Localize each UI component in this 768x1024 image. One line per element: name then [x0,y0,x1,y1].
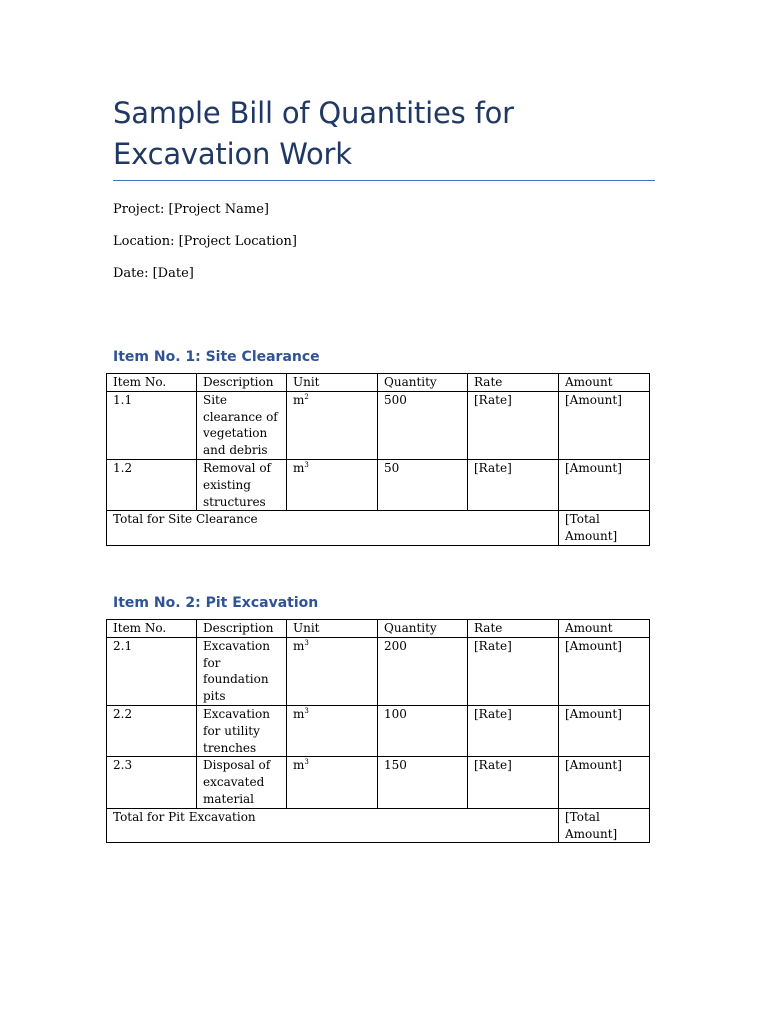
column-header-unit: Unit [287,620,378,638]
quantity-cell: 500 [378,391,468,459]
total-label-cell: Total for Pit Excavation [107,808,559,843]
unit-base: m [293,460,305,475]
description-cell: Excavation for utility trenches [197,705,287,756]
amount-cell: [Amount] [559,757,650,808]
column-header-rate: Rate [468,374,559,392]
quantity-cell: 200 [378,637,468,705]
rate-cell: [Rate] [468,459,559,510]
table-header-row [107,374,650,392]
table-row [107,705,650,756]
item-no-cell: 1.1 [107,391,197,459]
item-no-cell: 2.1 [107,637,197,705]
unit-cell [287,637,378,705]
boq-table-site-clearance [106,373,650,546]
rate-cell: [Rate] [468,391,559,459]
item-no-cell: 2.2 [107,705,197,756]
total-amount-cell: [Total Amount] [559,808,650,843]
total-label-cell: Total for Site Clearance [107,511,559,546]
section-heading-pit-excavation: Item No. 2: Pit Excavation [113,595,319,611]
date-line: Date: [Date] [113,266,194,281]
unit-exponent: 3 [304,638,309,647]
description-cell: Disposal of excavated material [197,757,287,808]
description-cell: Removal of existing structures [197,459,287,510]
column-header-description: Description [197,374,287,392]
boq-table-pit-excavation [106,619,650,843]
unit-base: m [293,706,305,721]
description-cell: Excavation for foundation pits [197,637,287,705]
description-cell: Site clearance of vegetation and debris [197,391,287,459]
column-header-description: Description [197,620,287,638]
column-header-amount: Amount [559,620,650,638]
unit-base: m [293,638,305,653]
quantity-cell: 100 [378,705,468,756]
table-total-row [107,808,650,843]
unit-exponent: 3 [304,758,309,767]
quantity-cell: 50 [378,459,468,510]
amount-cell: [Amount] [559,637,650,705]
rate-cell: [Rate] [468,757,559,808]
unit-cell [287,757,378,808]
unit-base: m [293,392,305,407]
item-no-cell: 2.3 [107,757,197,808]
item-no-cell: 1.2 [107,459,197,510]
location-line: Location: [Project Location] [113,234,297,249]
unit-base: m [293,758,305,773]
amount-cell: [Amount] [559,705,650,756]
table-row [107,459,650,510]
project-line: Project: [Project Name] [113,202,269,217]
table-total-row [107,511,650,546]
table-header-row [107,620,650,638]
document-title: Sample Bill of Quantities for Excavation Work [113,96,514,171]
rate-cell: [Rate] [468,705,559,756]
column-header-quantity: Quantity [378,374,468,392]
unit-exponent: 3 [304,460,309,469]
total-amount-cell: [Total Amount] [559,511,650,546]
amount-cell: [Amount] [559,391,650,459]
amount-cell: [Amount] [559,459,650,510]
column-header-amount: Amount [559,374,650,392]
column-header-quantity: Quantity [378,620,468,638]
table-row [107,391,650,459]
unit-exponent: 2 [304,392,309,401]
table-row [107,637,650,705]
quantity-cell: 150 [378,757,468,808]
column-header-unit: Unit [287,374,378,392]
rate-cell: [Rate] [468,637,559,705]
unit-cell [287,705,378,756]
unit-cell [287,459,378,510]
column-header-item-no: Item No. [107,620,197,638]
column-header-item-no: Item No. [107,374,197,392]
column-header-rate: Rate [468,620,559,638]
unit-exponent: 3 [304,706,309,715]
title-underline [113,180,655,181]
unit-cell [287,391,378,459]
table-row [107,757,650,808]
section-heading-site-clearance: Item No. 1: Site Clearance [113,349,320,365]
